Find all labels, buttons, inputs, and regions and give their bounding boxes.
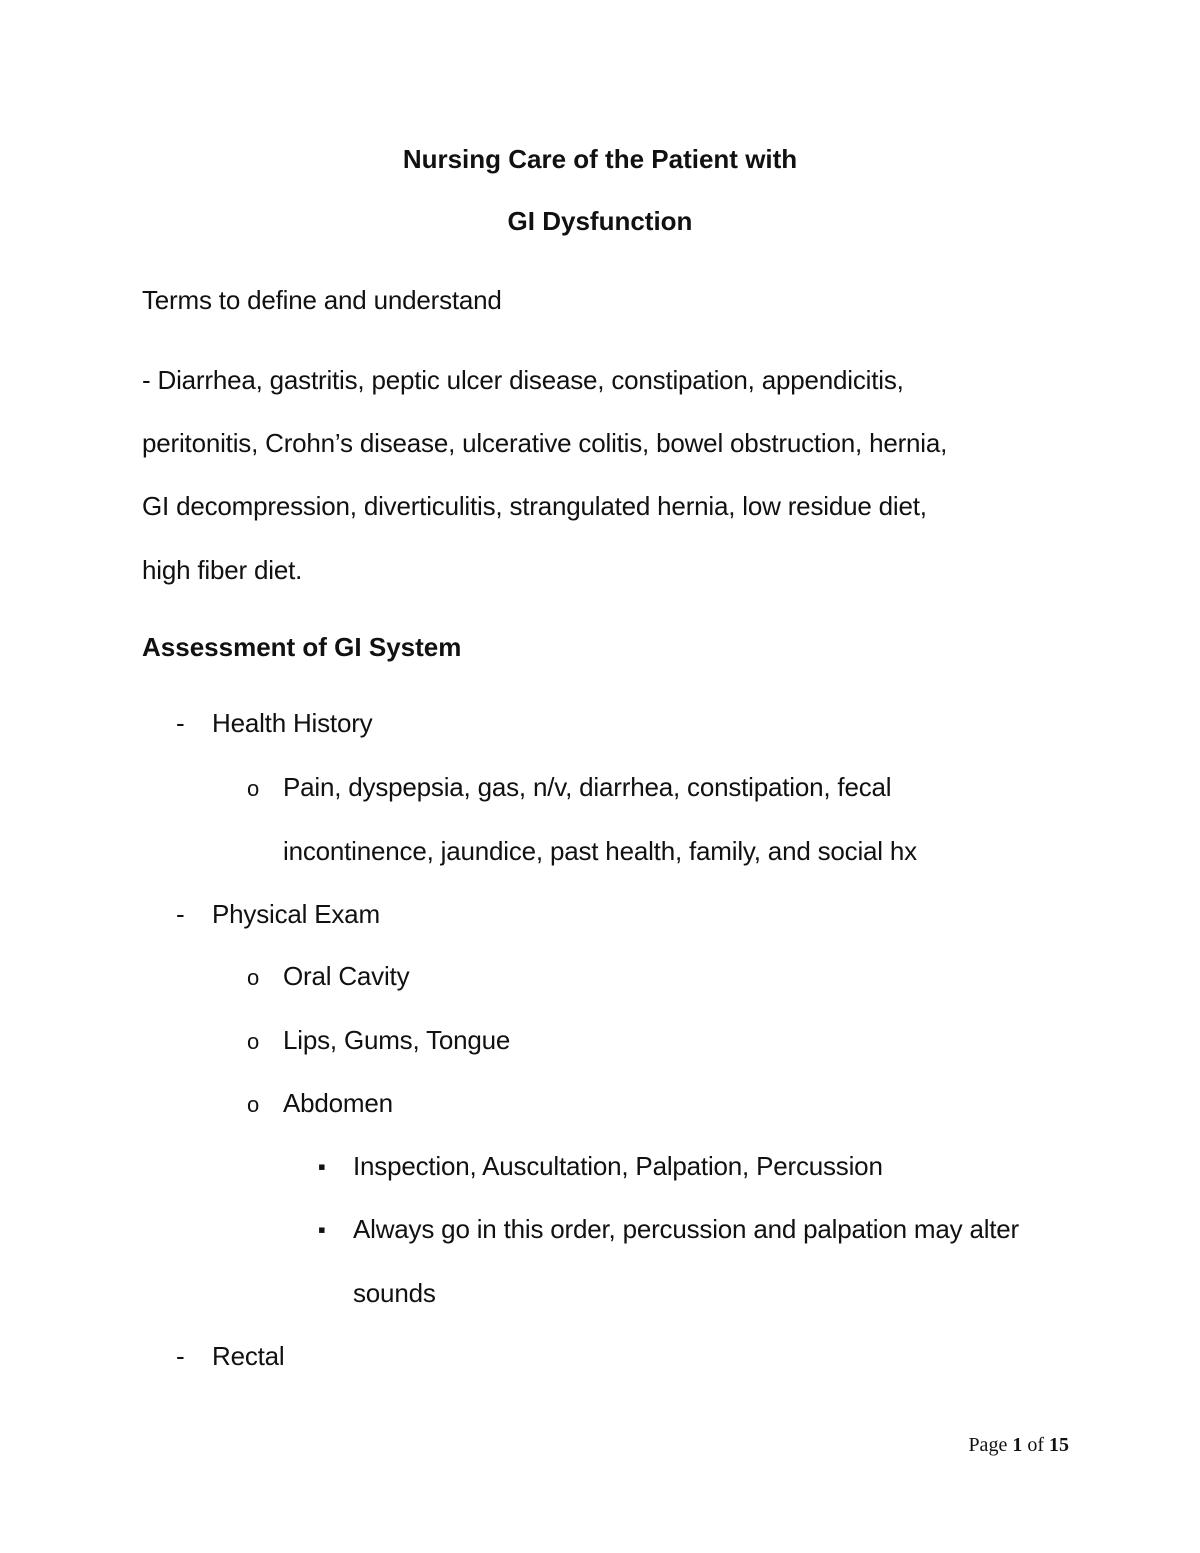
abdomen-sub-line-1: Inspection, Auscultation, Palpation, Percussion [353,1151,883,1181]
terms-line-4: high fiber diet. [142,555,303,585]
terms-dash: - [142,365,151,395]
physical-exam-item-oral-cavity: Oral Cavity [283,961,410,991]
footer-page-total: 15 [1049,1434,1069,1456]
physical-exam-item-lips: Lips, Gums, Tongue [283,1025,511,1055]
terms-line-3: GI decompression, diverticulitis, strangulated hernia, low residue diet, [142,491,927,521]
terms-heading: Terms to define and understand [142,285,502,315]
physical-exam-item-abdomen: Abdomen [283,1088,393,1118]
abdomen-sub-line-2: Always go in this order, percussion and palpation may alter [353,1214,1020,1244]
document-title-line-2: GI Dysfunction [507,206,693,236]
square-bullet: ▪ [318,1217,326,1242]
health-history-line-2: incontinence, jaundice, past health, family, and social hx [283,836,917,866]
terms-line-2: peritonitis, Crohn’s disease, ulcerative colitis, bowel obstruction, hernia, [142,428,948,458]
abdomen-sub-line-3: sounds [353,1278,436,1308]
document-title-line-1: Nursing Care of the Patient with [402,144,798,174]
assessment-heading: Assessment of GI System [142,632,462,662]
footer-of-word: of [1027,1434,1044,1456]
terms-line-1-text: Diarrhea, gastritis, peptic ulcer disease, constipation, appendicitis, [157,365,904,395]
footer-page-word: Page [968,1434,1008,1456]
footer-page-current: 1 [1012,1434,1023,1456]
health-history-line-1: Pain, dyspepsia, gas, n/v, diarrhea, constipation, fecal [283,772,892,802]
page-number-footer [968,1431,1069,1459]
o-bullet: o [247,1029,260,1054]
rectal-label: Rectal [212,1341,285,1371]
dash-bullet: - [176,1341,185,1371]
terms-line-1 [142,364,904,396]
physical-exam-label: Physical Exam [212,899,380,929]
dash-bullet: - [176,708,185,738]
square-bullet: ▪ [318,1154,326,1179]
health-history-label: Health History [212,708,373,738]
dash-bullet: - [176,899,185,929]
o-bullet: o [247,1092,260,1117]
o-bullet: o [247,965,260,990]
o-bullet: o [247,776,260,801]
